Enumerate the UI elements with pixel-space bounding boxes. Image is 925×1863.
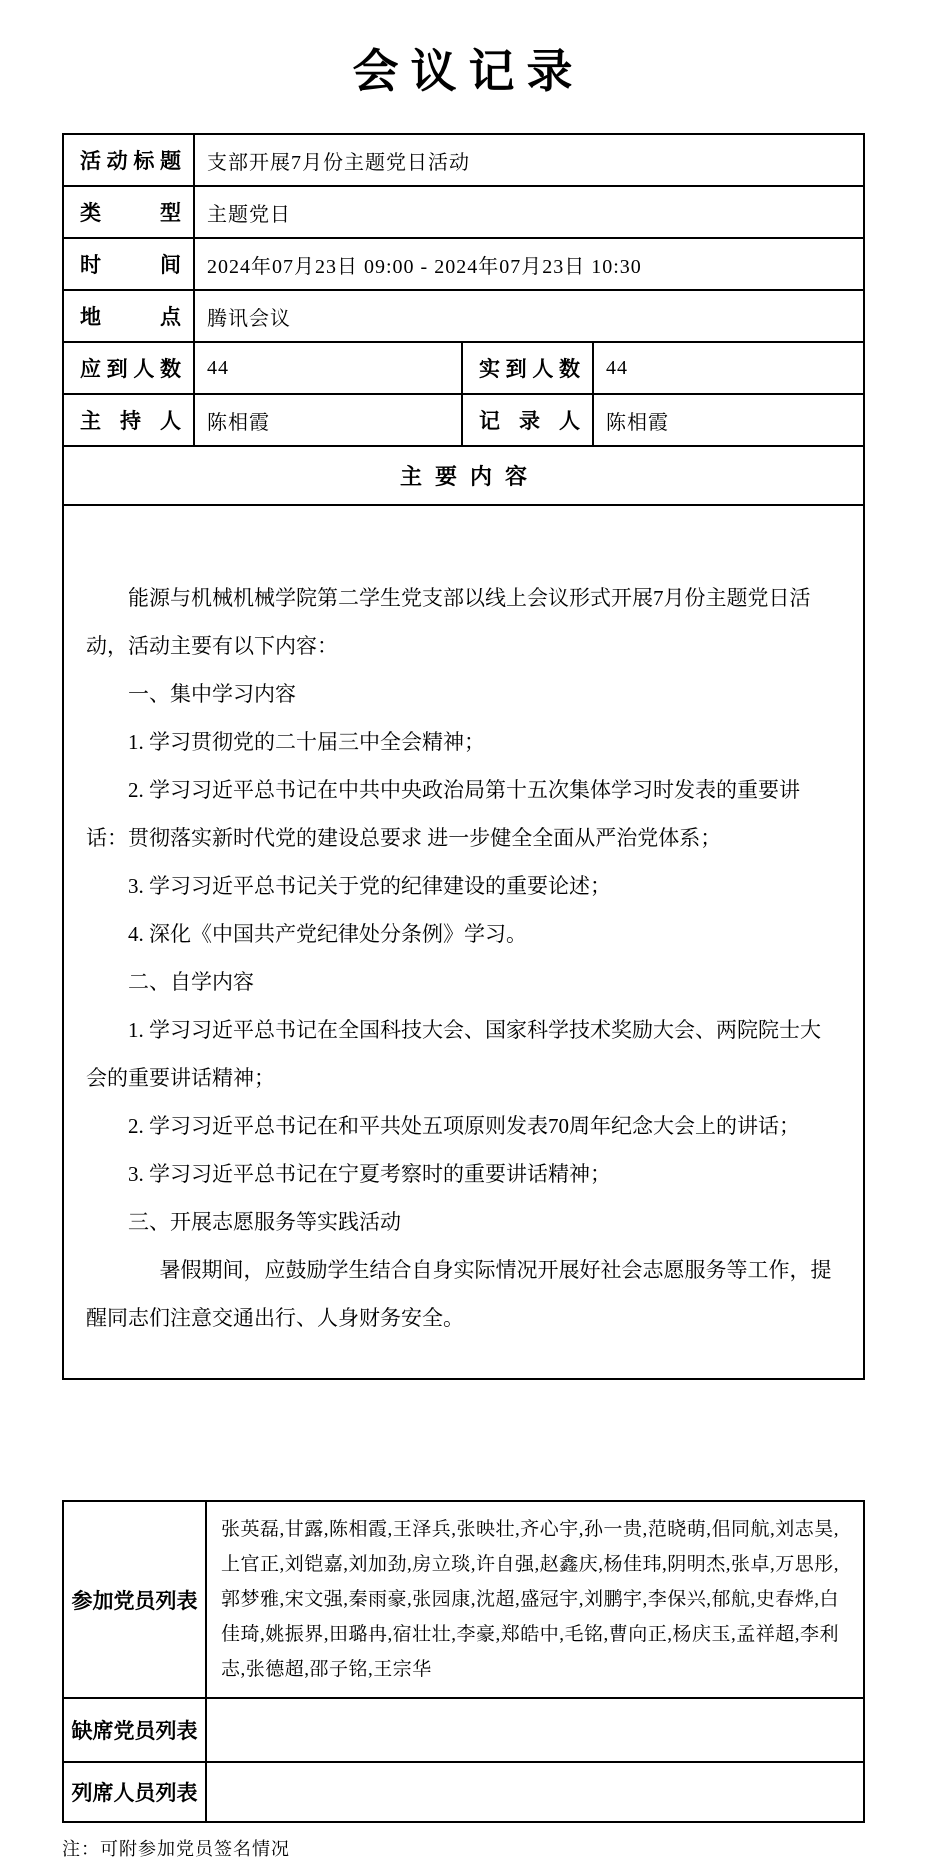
content-paragraph: 2. 学习习近平总书记在中共中央政治局第十五次集体学习时发表的重要讲话：贯彻落实新时代党的建设总要求 进一步健全全面从严治党体系；: [86, 778, 800, 850]
type-value: 主题党日: [194, 186, 864, 238]
time-label: 时间: [63, 238, 194, 290]
location-label: 地点: [63, 290, 194, 342]
table-row: [63, 186, 864, 238]
table-row: [63, 505, 864, 1379]
content-paragraph: 暑假期间，应鼓励学生结合自身实际情况开展好社会志愿服务等工作，提醒同志们注意交通出行、人身财务安全。: [86, 1258, 832, 1330]
time-value: 2024年07月23日 09:00 - 2024年07月23日 10:30: [194, 238, 864, 290]
main-content-cell: [63, 505, 864, 1379]
table-row: [63, 342, 864, 394]
table-row: [63, 1698, 864, 1762]
expected-count-value: 44: [194, 342, 462, 394]
table-row: [63, 394, 864, 446]
host-value: 陈相霞: [194, 394, 462, 446]
recorder-label: 记录人: [462, 394, 593, 446]
table-row: [63, 238, 864, 290]
actual-count-label: 实到人数: [462, 342, 593, 394]
content-paragraph: 一、集中学习内容: [128, 682, 296, 706]
absent-members-value: [206, 1698, 864, 1762]
location-value: 腾讯会议: [194, 290, 864, 342]
footer-note: 注：可附参加党员签名情况: [62, 1839, 290, 1859]
recorder-value: 陈相霞: [593, 394, 864, 446]
observer-members-label: 列席人员列表: [63, 1762, 206, 1822]
expected-count-label: 应到人数: [63, 342, 194, 394]
table-row: [63, 446, 864, 505]
content-paragraph: 3. 学习习近平总书记在宁夏考察时的重要讲话精神；: [128, 1162, 611, 1186]
content-paragraph: 三、开展志愿服务等实践活动: [128, 1210, 401, 1234]
observer-members-value: [206, 1762, 864, 1822]
content-paragraph: 1. 学习习近平总书记在全国科技大会、国家科学技术奖励大会、两院院士大会的重要讲话精神；: [86, 1018, 821, 1090]
present-members-value: 张英磊,甘露,陈相霞,王泽兵,张映壮,齐心宇,孙一贵,范晓萌,佀同航,刘志昊,上官正,刘铠嘉,刘加劲,房立琰,许自强,赵鑫庆,杨佳玮,阴明杰,张卓,万思彤,郭梦雅,宋文强,秦雨豪,张园康,沈超,盛冠宇,刘鹏宇,李保兴,郁航,史春烨,白佳琦,姚振界,田璐冉,宿壮壮,李豪,郑皓中,毛铭,曹向正,杨庆玉,孟祥超,李利志,张德超,邵子铭,王宗华: [206, 1501, 864, 1698]
doc-title: 会议记录: [352, 46, 585, 97]
table-row: [63, 290, 864, 342]
activity-title-value: 支部开展7月份主题党日活动: [194, 134, 864, 186]
actual-count-value: 44: [593, 342, 864, 394]
table-row: [63, 134, 864, 186]
content-paragraph: 二、自学内容: [128, 970, 254, 994]
content-paragraph: 1. 学习贯彻党的二十届三中全会精神；: [128, 730, 485, 754]
attendance-table: [62, 1500, 865, 1823]
content-paragraph: 4. 深化《中国共产党纪律处分条例》学习。: [128, 922, 527, 946]
host-label: 主持人: [63, 394, 194, 446]
content-paragraph: 2. 学习习近平总书记在和平共处五项原则发表70周年纪念大会上的讲话；: [128, 1114, 800, 1138]
table-row: [63, 1501, 864, 1698]
activity-title-label: 活动标题: [63, 134, 194, 186]
main-content-header: 主要内容: [63, 446, 864, 505]
content-paragraph: 3. 学习习近平总书记关于党的纪律建设的重要论述；: [128, 874, 611, 898]
content-paragraph: 能源与机械机械学院第二学生党支部以线上会议形式开展7月份主题党日活动，活动主要有以下内容：: [86, 586, 811, 658]
absent-members-label: 缺席党员列表: [63, 1698, 206, 1762]
meeting-info-table: [62, 133, 865, 1380]
present-members-label: 参加党员列表: [63, 1501, 206, 1698]
type-label: 类型: [63, 186, 194, 238]
table-row: [63, 1762, 864, 1822]
